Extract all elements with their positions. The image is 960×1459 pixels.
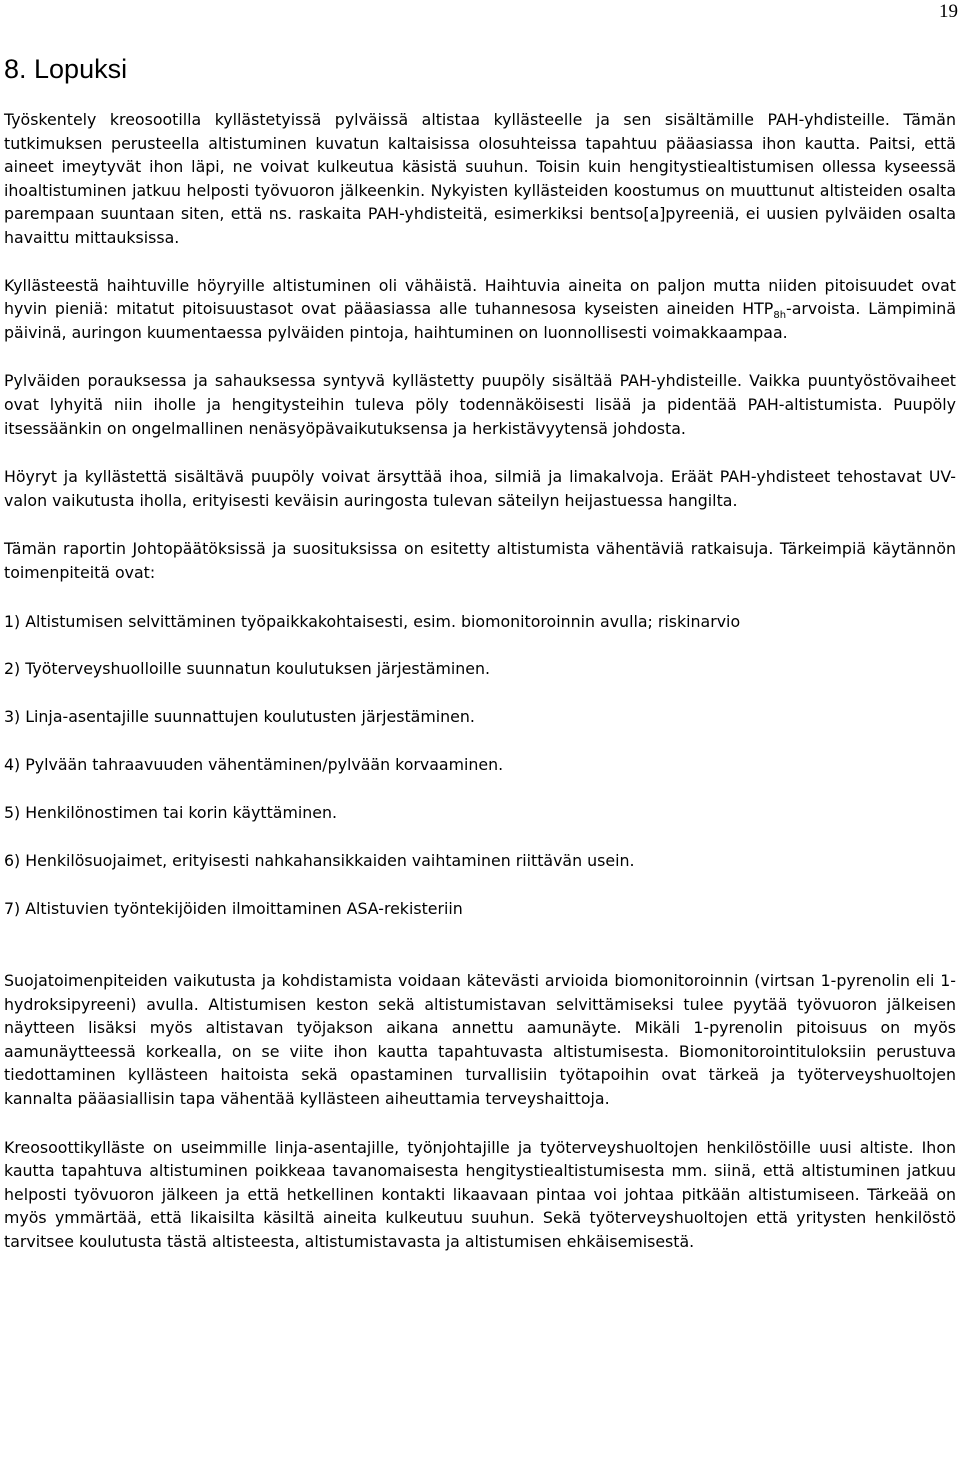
document-body <box>4 108 956 1254</box>
paragraph-irritation: Höyryt ja kyllästettä sisältävä puupöly voivat ärsyttää ihoa, silmiä ja limakalvoja. Eräät PAH-yhdisteet tehostavat UV-valon vaikutusta iholla, erityisesti keväisin auringosta tulevan säteilyn heijastuessa hangilta. <box>4 467 956 510</box>
list-item: 2) Työterveyshuolloille suunnatun koulutuksen järjestäminen. <box>4 659 491 679</box>
paragraph-wood-dust: Pylväiden porauksessa ja sahauksessa syntyvä kyllästetty puupöly sisältää PAH-yhdisteille. Vaikka puuntyöstövaiheet ovat lyhyitä niin iholle ja hengitysteihin tuleva pöly todennäköisesti lisää ja pidentää PAH-altistumista. Puupöly itsessäänkin on ongelmallinen nenäsyöpävaikutuksensa ja herkistävyytensä johdosta. <box>4 371 956 438</box>
paragraph-training-needs: Kreosoottikylläste on useimmille linja-asentajille, työnjohtajille ja työterveyshuoltojen henkilöstöille uusi altiste. Ihon kautta tapahtuva altistuminen poikkeaa tavanomaisesta hengitystiealtistumisesta mm. siinä, että altistuminen jatkuu helposti työvuoron jälkeen ja että hetkellinen kontakti likaavaan pintaa voi johtaa pitkään altistumiseen. Tärkeää on myös ymmärtää, että likaisilta käsiltä aineita kulkeutuu suuhun. Sekä työterveyshuoltojen että yritysten henkilöstö tarvitsee koulutusta tästä altisteesta, altistumistavasta ja altistumisen ehkäisemisestä. <box>4 1137 956 1251</box>
list-item: 1) Altistumisen selvittäminen työpaikkakohtaisesti, esim. biomonitoroinnin avulla; riskinarvio <box>4 611 741 631</box>
list-item: 7) Altistuvien työntekijöiden ilmoittaminen ASA-rekisteriin <box>4 899 463 919</box>
page-number: 19 <box>939 1 958 22</box>
list-item: 3) Linja-asentajille suunnattujen koulutusten järjestäminen. <box>4 707 475 727</box>
htp-subscript: 8h <box>773 310 787 322</box>
list-item: 6) Henkilösuojaimet, erityisesti nahkahansikkaiden vaihtaminen riittävän usein. <box>4 851 635 871</box>
paragraph-recommendations-intro: Tämän raportin Johtopäätöksissä ja suosituksissa on esitetty altistumista vähentäviä ratkaisuja. Tärkeimpiä käytännön toimenpiteitä ovat: <box>4 539 956 582</box>
section-heading: 8. Lopuksi <box>4 54 128 84</box>
list-item: 4) Pylvään tahraavuuden vähentäminen/pylvään korvaaminen. <box>4 755 504 775</box>
paragraph-text: Kyllästeestä haihtuville höyryille altistuminen oli vähäistä. Haihtuvia aineita on paljon mutta niiden pitoisuudet ovat hyvin pieniä: mitatut pitoisuustasot ovat pääasiassa alle tuhannesosa kyseisten aineiden HTP <box>4 275 956 319</box>
paragraph-exposure-overview: Työskentely kreosootilla kyllästetyissä pylväissä altistaa kyllästeelle ja sen sisältämille PAH-yhdisteille. Tämän tutkimuksen perusteella altistuminen kuvatun kaltaisissa olosuhteissa tapahtuu pääasiassa ihon kautta. Paitsi, että aineet imeytyvät ihon läpi, ne voivat kulkeutua käsistä suuhun. Toisin kuin hengitystiealtistumisen ollessa kyseessä ihoaltistuminen jatkuu helposti työvuoron jälkeenkin. Nykyisten kyllästeiden koostumus on muuttunut altisteiden osalta parempaan suuntaan siten, että ns. raskaita PAH-yhdisteitä, esimerkiksi bentso[a]pyreeniä, ei uusien pylväiden osalta havaittu mittauksissa. <box>4 110 956 247</box>
paragraph-biomonitoring: Suojatoimenpiteiden vaikutusta ja kohdistamista voidaan kätevästi arvioida biomonitoroinnin (virtsan 1-pyrenolin eli 1-hydroksipyreeni) avulla. Altistumisen keston sekä altistumistavan selvittämiseksi tulee pyytää työvuoron jälkeisen näytteen lisäksi myös altistavan työjakson aikana annettu aamunäyte. Mikäli 1-pyrenolin pitoisuus on myös aamunäytteessä korkealla, on se viite ihon kautta tapahtuvasta altistumisesta. Biomonitorointituloksiin perustuva tiedottaminen kyllästeen haitoista sekä opastaminen turvallisiin työtapoihin ovat tärkeä ja työterveyshuoltojen kannalta pääasiallisin tapa vähentää kyllästeen aiheuttamia terveyshaittoja. <box>4 971 956 1108</box>
list-item: 5) Henkilönostimen tai korin käyttäminen. <box>4 803 338 823</box>
paragraph-text: -arvoista. Lämpiminä päivinä, auringon kuumentaessa pylväiden pintoja, haihtuminen on luonnollisesti voimakkaampaa. <box>4 299 956 342</box>
paragraph-vapour-exposure <box>4 274 956 345</box>
